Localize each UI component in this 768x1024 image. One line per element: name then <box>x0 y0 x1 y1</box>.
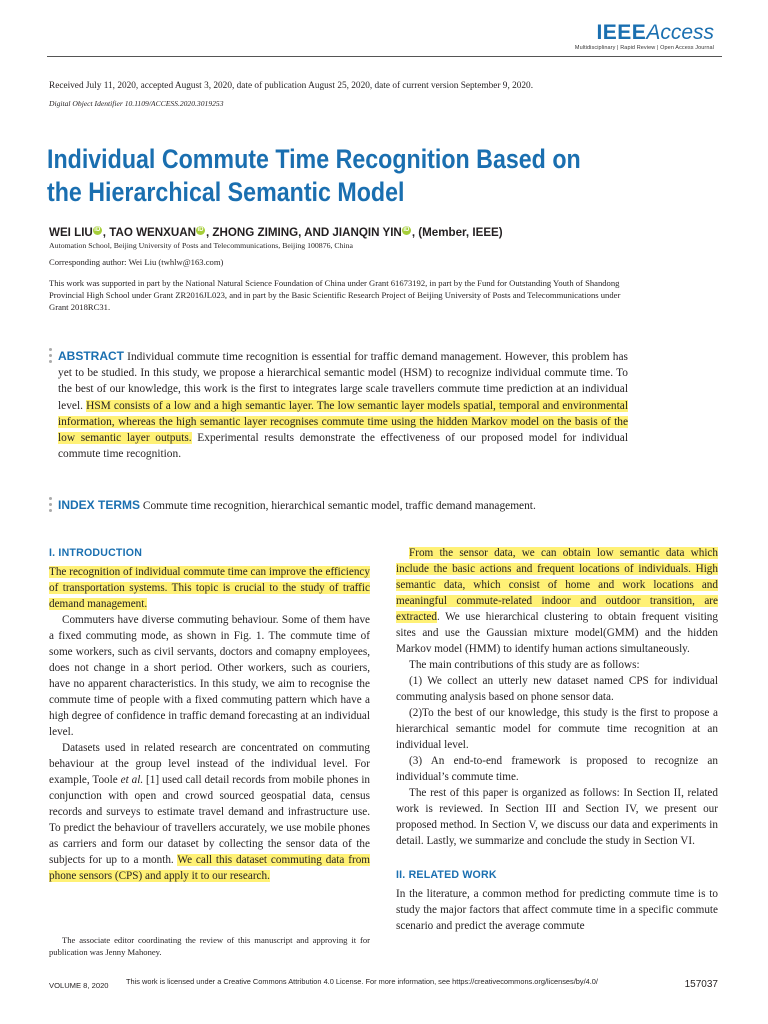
paragraph: Commuters have diverse commuting behaviour. Some of them have a fixed commuting mode, as shown in Fig. 1. The commute time of some workers, such as civil servants, doctors and comapny employees, does not change in a short period. Other workers, such as couriers, have no apparent characteristics. In this study, we aim to recognise the commute time of people with a fixed commuting pattern which have a high degree of confidence in traffic demand forecasting at an individual level. <box>49 614 370 738</box>
highlighted-text: The recognition of individual commute time can improve the efficiency of transportation systems. This topic is crucial to the study of traffic demand management. <box>49 566 370 610</box>
author-name: , TAO WENXUAN <box>102 226 196 239</box>
logo-brand: IEEEAccess <box>596 21 714 44</box>
highlighted-text: From the sensor data, we can obtain low semantic data which include the basic actions and frequent locations of individuals. High semantic data, which consist of home and work locations and meaningful commute-related indoor and outdoor transition, are extracted <box>396 547 718 623</box>
right-column <box>396 545 718 934</box>
abstract-text: Experimental results demonstrate the effectiveness of our proposed model for individual commute time recognition. <box>58 432 628 461</box>
orcid-icon[interactable]: iD <box>94 227 101 233</box>
abstract <box>58 348 628 462</box>
index-terms-marker-icon <box>49 497 52 515</box>
paragraph <box>49 564 370 612</box>
footer-license[interactable]: This work is licensed under a Creative Commons Attribution 4.0 License. For more information, see https://creativecommons.org/licenses/by/4.0/ <box>126 977 598 986</box>
journal-logo <box>575 22 714 51</box>
left-column <box>49 545 370 884</box>
index-terms-label: INDEX TERMS <box>58 498 141 512</box>
page-number: 157037 <box>684 979 718 990</box>
orcid-icon[interactable]: iD <box>197 227 204 233</box>
author-name: , ZHONG ZIMING, AND JIANQIN YIN <box>205 226 402 239</box>
section-heading-related-work: II. RELATED WORK <box>396 869 497 881</box>
paragraph: (1) We collect an utterly new dataset named CPS for individual commuting analysis based on phone sensor data. <box>396 675 718 703</box>
et-al: et al. <box>120 774 144 786</box>
affiliation: Automation School, Beijing University of Posts and Telecommunications, Beijing 100876, China <box>49 241 354 250</box>
author-list <box>49 226 503 239</box>
paragraph: The main contributions of this study are as follows: <box>409 659 640 671</box>
index-terms-text: Commute time recognition, hierarchical semantic model, traffic demand management. <box>142 500 536 512</box>
header-divider <box>47 56 722 57</box>
abstract-highlight: HSM consists of a low and a high semantic layer. The low semantic layer models spatial, temporal and environmental information, whereas the high semantic layer recognises commute time using the hidden Markov model on the basis of the low semantic layer outputs. <box>58 399 628 445</box>
editor-footnote: The associate editor coordinating the review of this manuscript and approving it for publication was Jenny Mahoney. <box>49 935 370 957</box>
author-membership: , (Member, IEEE) <box>411 226 503 239</box>
logo-tagline: Multidisciplinary | Rapid Review | Open Access Journal <box>574 45 714 51</box>
highlighted-text: We call this dataset commuting data from phone sensors (CPS) and apply it to our research. <box>49 854 370 882</box>
paragraph: (3) An end-to-end framework is proposed to recognize an individual’s commute time. <box>396 755 718 783</box>
paper-title: Individual Commute Time Recognition Based on the Hierarchical Semantic Model <box>47 144 581 207</box>
abstract-text: Individual commute time recognition is essential for traffic demand management. However, this problem has yet to be studied. In this study, we propose a hierarchical semantic model (HSM) to recognize individual commute time. To the best of our knowledge, this work is the first to integrates large scale travellers commute time prediction at an individual level. <box>58 351 628 412</box>
abstract-label: ABSTRACT <box>58 349 124 363</box>
paragraph: From the sensor data, we can obtain low semantic data which include the basic actions and frequent locations of individuals. High semantic data, which consist of home and work locations and meaningful commute-related indoor and outdoor transition, are extracted. We use hierarchical clustering to obtain frequent visiting sites and use the Gaussian mixture model(GMM) and the hidden Markov model (HMM) to identify human actions simultaneously. <box>396 547 718 655</box>
funding-statement: This work was supported in part by the National Natural Science Foundation of China under Grant 61673192, in part by the Fund for Outstanding Youth of Shandong Provincial High School under Grant ZR2016JL023, and in part by the Basic Scientific Research Project of Beijing University of Posts and Telecommunications under Grant 2018RC31. <box>49 278 621 312</box>
author-name: WEI LIU <box>49 226 93 239</box>
corresponding-author: Corresponding author: Wei Liu (twhlw@163.com) <box>49 257 224 267</box>
publication-dates: Received July 11, 2020, accepted August 3, 2020, date of publication August 25, 2020, date of current version September 9, 2020. <box>49 81 534 91</box>
section-heading-introduction: I. INTRODUCTION <box>49 547 143 559</box>
index-terms <box>58 497 658 514</box>
paragraph: (2)To the best of our knowledge, this study is the first to propose a hierarchical semantic model for commute time recognition at an individual level. <box>396 707 718 751</box>
orcid-icon[interactable]: iD <box>403 227 410 233</box>
abstract-marker-icon <box>49 348 52 366</box>
doi[interactable]: Digital Object Identifier 10.1109/ACCESS.2020.3019253 <box>49 99 224 108</box>
paragraph: In the literature, a common method for predicting commute time is to study the major factors that affect commute time in a specific commute scenario and predict the average commute <box>396 888 718 932</box>
paragraph: Datasets used in related research are concentrated on commuting behaviour at the group level instead of the individual level. For example, Toole et al. [1] used call detail records from mobile phones in conjunction with open and crowd sourced geospatial data, census records and surveys to estimate travel demand and infrastructure use. To predict the behaviour of travellers accurately, we use mobile phones as carriers and form our dataset by collecting the sensor data of the subjects for up to a month. We call this dataset commuting data from phone sensors (CPS) and apply it to our research. <box>49 742 371 882</box>
footer-volume: VOLUME 8, 2020 <box>49 981 109 990</box>
paragraph: The rest of this paper is organized as follows: In Section II, related work is reviewed. In Section III and Section IV, we present our proposed method. In Section V, we discuss our data and experiments in detail. Lastly, we summarize and conclude the study in Section VI. <box>396 787 718 847</box>
